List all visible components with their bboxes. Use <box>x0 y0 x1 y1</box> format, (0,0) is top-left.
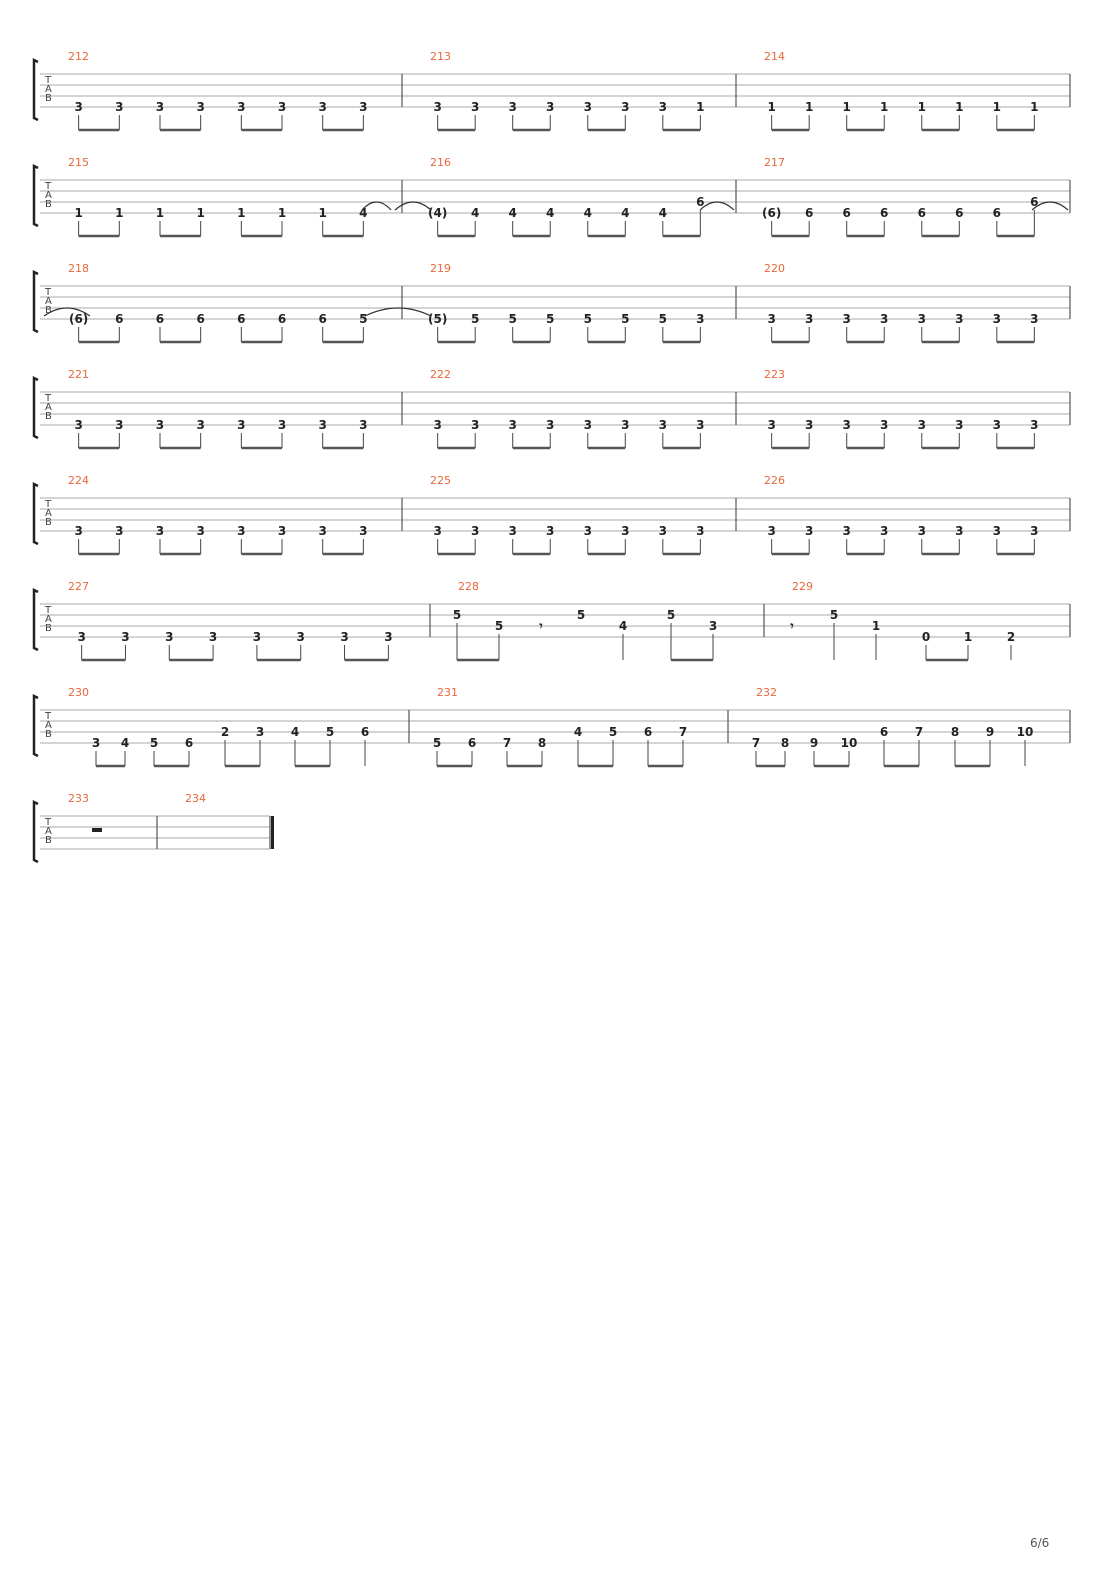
tab-clef-letter: A <box>45 720 52 731</box>
bar-number: 225 <box>430 474 451 487</box>
fret-number: 6 <box>1030 195 1039 209</box>
fret-number: 6 <box>318 312 327 326</box>
tab-clef-letter: T <box>45 817 52 828</box>
fret-number: 3 <box>696 312 705 326</box>
half-rest <box>92 828 102 832</box>
fret-number: 3 <box>471 100 480 114</box>
fret-number: 4 <box>658 206 667 220</box>
tab-clef-letter: T <box>45 287 52 298</box>
fret-number: 3 <box>696 418 705 432</box>
fret-number: 3 <box>621 524 630 538</box>
fret-number: 3 <box>805 524 814 538</box>
fret-number: 6 <box>467 736 477 750</box>
fret-number: (6) <box>68 312 89 326</box>
fret-number: 3 <box>508 524 517 538</box>
fret-number: (5) <box>427 312 448 326</box>
tab-clef-letter: B <box>45 729 52 740</box>
system-brace <box>34 272 38 332</box>
fret-number: 4 <box>508 206 517 220</box>
tie-arc <box>700 202 734 210</box>
fret-number: 4 <box>120 736 130 750</box>
fret-number: 3 <box>546 100 555 114</box>
tab-clef-letter: B <box>45 623 52 634</box>
fret-number: 3 <box>767 418 776 432</box>
fret-number: 1 <box>74 206 83 220</box>
fret-number: 3 <box>359 418 368 432</box>
tab-clef-letter: B <box>45 305 52 316</box>
bar-number: 233 <box>68 792 89 805</box>
fret-number: 1 <box>237 206 246 220</box>
tab-clef-letter: T <box>45 181 52 192</box>
tab-clef-letter: B <box>45 411 52 422</box>
fret-number: 3 <box>237 524 246 538</box>
fret-number: 3 <box>658 418 667 432</box>
fret-number: 4 <box>359 206 368 220</box>
fret-number: 1 <box>696 100 705 114</box>
bar-number: 220 <box>764 262 785 275</box>
fret-number: 3 <box>115 524 124 538</box>
fret-number: 3 <box>621 418 630 432</box>
fret-number: 1 <box>767 100 776 114</box>
fret-number: 3 <box>433 418 442 432</box>
bar-number: 219 <box>430 262 451 275</box>
fret-number: 5 <box>546 312 555 326</box>
fret-number: 2 <box>1006 630 1016 644</box>
fret-number: 6 <box>879 725 889 739</box>
final-barline <box>271 816 274 849</box>
fret-number: 3 <box>880 312 889 326</box>
fret-number: 3 <box>1030 418 1039 432</box>
fret-number: 3 <box>318 524 327 538</box>
fret-number: 3 <box>296 630 305 644</box>
fret-number: 3 <box>237 100 246 114</box>
fret-number: 6 <box>992 206 1001 220</box>
fret-number: 6 <box>277 312 287 326</box>
fret-number: 3 <box>74 418 83 432</box>
tab-clef-letter: B <box>45 199 52 210</box>
fret-number: 3 <box>208 630 218 644</box>
fret-number: 7 <box>678 725 688 739</box>
tab-clef-letter: B <box>45 517 52 528</box>
fret-number: 1 <box>318 206 327 220</box>
fret-number: 3 <box>992 312 1001 326</box>
fret-number: 5 <box>432 736 442 750</box>
tab-clef-letter: T <box>45 393 52 404</box>
fret-number: 3 <box>842 524 851 538</box>
tab-clef-letter: T <box>45 605 52 616</box>
fret-number: 3 <box>842 312 851 326</box>
fret-number: 7 <box>914 725 924 739</box>
fret-number: 6 <box>237 312 246 326</box>
fret-number: 3 <box>767 312 776 326</box>
bar-number: 218 <box>68 262 89 275</box>
bar-number: 212 <box>68 50 89 63</box>
bar-number: 234 <box>185 792 206 805</box>
page-number: 6/6 <box>1030 1536 1050 1550</box>
system-brace <box>34 802 38 862</box>
tab-clef-letter: A <box>45 614 52 625</box>
fret-number: 3 <box>708 619 718 633</box>
fret-number: 5 <box>471 312 480 326</box>
fret-number: 3 <box>508 100 517 114</box>
fret-number: 1 <box>115 206 124 220</box>
fret-number: 3 <box>955 312 964 326</box>
fret-number: 10 <box>840 736 858 750</box>
fret-number: 3 <box>471 418 480 432</box>
fret-number: 5 <box>325 725 335 739</box>
tie-arc <box>395 202 431 210</box>
tab-clef-letter: A <box>45 84 52 95</box>
fret-number: 3 <box>880 418 889 432</box>
fret-number: 3 <box>805 312 814 326</box>
fret-number: 3 <box>842 418 851 432</box>
fret-number: 6 <box>917 206 926 220</box>
fret-number: 3 <box>546 524 555 538</box>
fret-number: 8 <box>950 725 960 739</box>
fret-number: 3 <box>196 524 205 538</box>
fret-number: 4 <box>621 206 630 220</box>
fret-number: 4 <box>573 725 583 739</box>
fret-number: 3 <box>196 418 205 432</box>
fret-number: 1 <box>196 206 205 220</box>
fret-number: 1 <box>1030 100 1039 114</box>
fret-number: 1 <box>992 100 1001 114</box>
fret-number: 6 <box>184 736 194 750</box>
fret-number: 3 <box>115 418 124 432</box>
fret-number: 3 <box>767 524 776 538</box>
fret-number: 3 <box>583 100 592 114</box>
tab-clef-letter: A <box>45 190 52 201</box>
fret-number: 5 <box>149 736 159 750</box>
fret-number: 7 <box>751 736 761 750</box>
tab-clef-letter: A <box>45 296 52 307</box>
fret-number: 3 <box>255 725 265 739</box>
fret-number: 3 <box>277 100 287 114</box>
tab-clef-letter: T <box>45 499 52 510</box>
fret-number: 6 <box>643 725 653 739</box>
bar-number: 215 <box>68 156 89 169</box>
fret-number: 3 <box>508 418 517 432</box>
fret-number: 5 <box>621 312 630 326</box>
fret-number: 1 <box>155 206 165 220</box>
fret-number: 1 <box>917 100 926 114</box>
fret-number: 3 <box>384 630 393 644</box>
fret-number: 4 <box>618 619 628 633</box>
tab-clef-letter: A <box>45 508 52 519</box>
fret-number: 4 <box>290 725 300 739</box>
system-brace <box>34 696 38 756</box>
fret-number: 3 <box>471 524 480 538</box>
system-brace <box>34 590 38 650</box>
fret-number: 3 <box>433 100 442 114</box>
fret-number: 3 <box>277 418 287 432</box>
fret-number: 8 <box>780 736 790 750</box>
fret-number: 5 <box>576 608 586 622</box>
eighth-rest: 𝄾 <box>539 619 543 633</box>
fret-number: 3 <box>91 736 101 750</box>
bar-number: 213 <box>430 50 451 63</box>
tab-clef-letter: A <box>45 402 52 413</box>
tie-arc <box>365 308 431 316</box>
fret-number: 6 <box>360 725 370 739</box>
fret-number: 3 <box>917 418 926 432</box>
system-brace <box>34 484 38 544</box>
fret-number: 3 <box>992 418 1001 432</box>
fret-number: 3 <box>155 524 165 538</box>
fret-number: 8 <box>537 736 547 750</box>
fret-number: 6 <box>155 312 165 326</box>
fret-number: 7 <box>502 736 512 750</box>
fret-number: 1 <box>871 619 881 633</box>
fret-number: 3 <box>165 630 174 644</box>
fret-number: 5 <box>666 608 676 622</box>
fret-number: 3 <box>880 524 889 538</box>
fret-number: 3 <box>155 100 165 114</box>
bar-number: 214 <box>764 50 785 63</box>
fret-number: 3 <box>359 524 368 538</box>
fret-number: 2 <box>220 725 230 739</box>
bar-number: 217 <box>764 156 785 169</box>
tab-clef-letter: T <box>45 711 52 722</box>
fret-number: 9 <box>809 736 819 750</box>
fret-number: 3 <box>992 524 1001 538</box>
eighth-rest: 𝄾 <box>790 619 794 633</box>
fret-number: (6) <box>761 206 782 220</box>
fret-number: 3 <box>340 630 349 644</box>
fret-number: 6 <box>805 206 814 220</box>
fret-number: 5 <box>583 312 592 326</box>
tab-clef-letter: A <box>45 826 52 837</box>
fret-number: 3 <box>237 418 246 432</box>
fret-number: 6 <box>955 206 964 220</box>
fret-number: 1 <box>842 100 851 114</box>
fret-number: 3 <box>74 100 83 114</box>
tab-clef-letter: B <box>45 835 52 846</box>
fret-number: 3 <box>115 100 124 114</box>
fret-number: 3 <box>621 100 630 114</box>
bar-number: 232 <box>756 686 777 699</box>
system-brace <box>34 378 38 438</box>
fret-number: 3 <box>696 524 705 538</box>
fret-number: 6 <box>196 312 205 326</box>
fret-number: 4 <box>546 206 555 220</box>
bar-number: 229 <box>792 580 813 593</box>
fret-number: 3 <box>74 524 83 538</box>
fret-number: 3 <box>77 630 86 644</box>
fret-number: 1 <box>277 206 287 220</box>
fret-number: 5 <box>658 312 667 326</box>
fret-number: 1 <box>955 100 964 114</box>
bar-number: 223 <box>764 368 785 381</box>
system-brace <box>34 166 38 226</box>
fret-number: 3 <box>1030 312 1039 326</box>
fret-number: 1 <box>805 100 814 114</box>
fret-number: 9 <box>985 725 995 739</box>
bar-number: 231 <box>437 686 458 699</box>
bar-number: 216 <box>430 156 451 169</box>
bar-number: 228 <box>458 580 479 593</box>
tab-clef-letter: B <box>45 93 52 104</box>
fret-number: 5 <box>494 619 504 633</box>
fret-number: 4 <box>471 206 480 220</box>
fret-number: 3 <box>1030 524 1039 538</box>
tab-clef-letter: T <box>45 75 52 86</box>
fret-number: (4) <box>427 206 448 220</box>
fret-number: 5 <box>359 312 368 326</box>
fret-number: 6 <box>880 206 889 220</box>
fret-number: 3 <box>433 524 442 538</box>
bar-number: 230 <box>68 686 89 699</box>
fret-number: 6 <box>115 312 124 326</box>
fret-number: 3 <box>658 100 667 114</box>
fret-number: 5 <box>829 608 839 622</box>
fret-number: 3 <box>955 524 964 538</box>
fret-number: 5 <box>452 608 462 622</box>
fret-number: 0 <box>921 630 931 644</box>
fret-number: 3 <box>155 418 165 432</box>
bar-number: 227 <box>68 580 89 593</box>
fret-number: 3 <box>583 418 592 432</box>
fret-number: 3 <box>252 630 262 644</box>
fret-number: 3 <box>917 524 926 538</box>
fret-number: 3 <box>121 630 130 644</box>
system-brace <box>34 60 38 120</box>
fret-number: 5 <box>508 312 517 326</box>
fret-number: 3 <box>359 100 368 114</box>
fret-number: 3 <box>277 524 287 538</box>
fret-number: 3 <box>196 100 205 114</box>
bar-number: 224 <box>68 474 89 487</box>
fret-number: 3 <box>318 418 327 432</box>
fret-number: 1 <box>963 630 973 644</box>
fret-number: 6 <box>842 206 851 220</box>
fret-number: 6 <box>696 195 705 209</box>
fret-number: 3 <box>805 418 814 432</box>
fret-number: 3 <box>955 418 964 432</box>
fret-number: 3 <box>917 312 926 326</box>
fret-number: 4 <box>583 206 592 220</box>
fret-number: 3 <box>318 100 327 114</box>
fret-number: 5 <box>608 725 618 739</box>
fret-number: 3 <box>658 524 667 538</box>
fret-number: 10 <box>1016 725 1034 739</box>
fret-number: 3 <box>583 524 592 538</box>
fret-number: 1 <box>880 100 889 114</box>
fret-number: 3 <box>546 418 555 432</box>
bar-number: 222 <box>430 368 451 381</box>
bar-number: 226 <box>764 474 785 487</box>
bar-number: 221 <box>68 368 89 381</box>
